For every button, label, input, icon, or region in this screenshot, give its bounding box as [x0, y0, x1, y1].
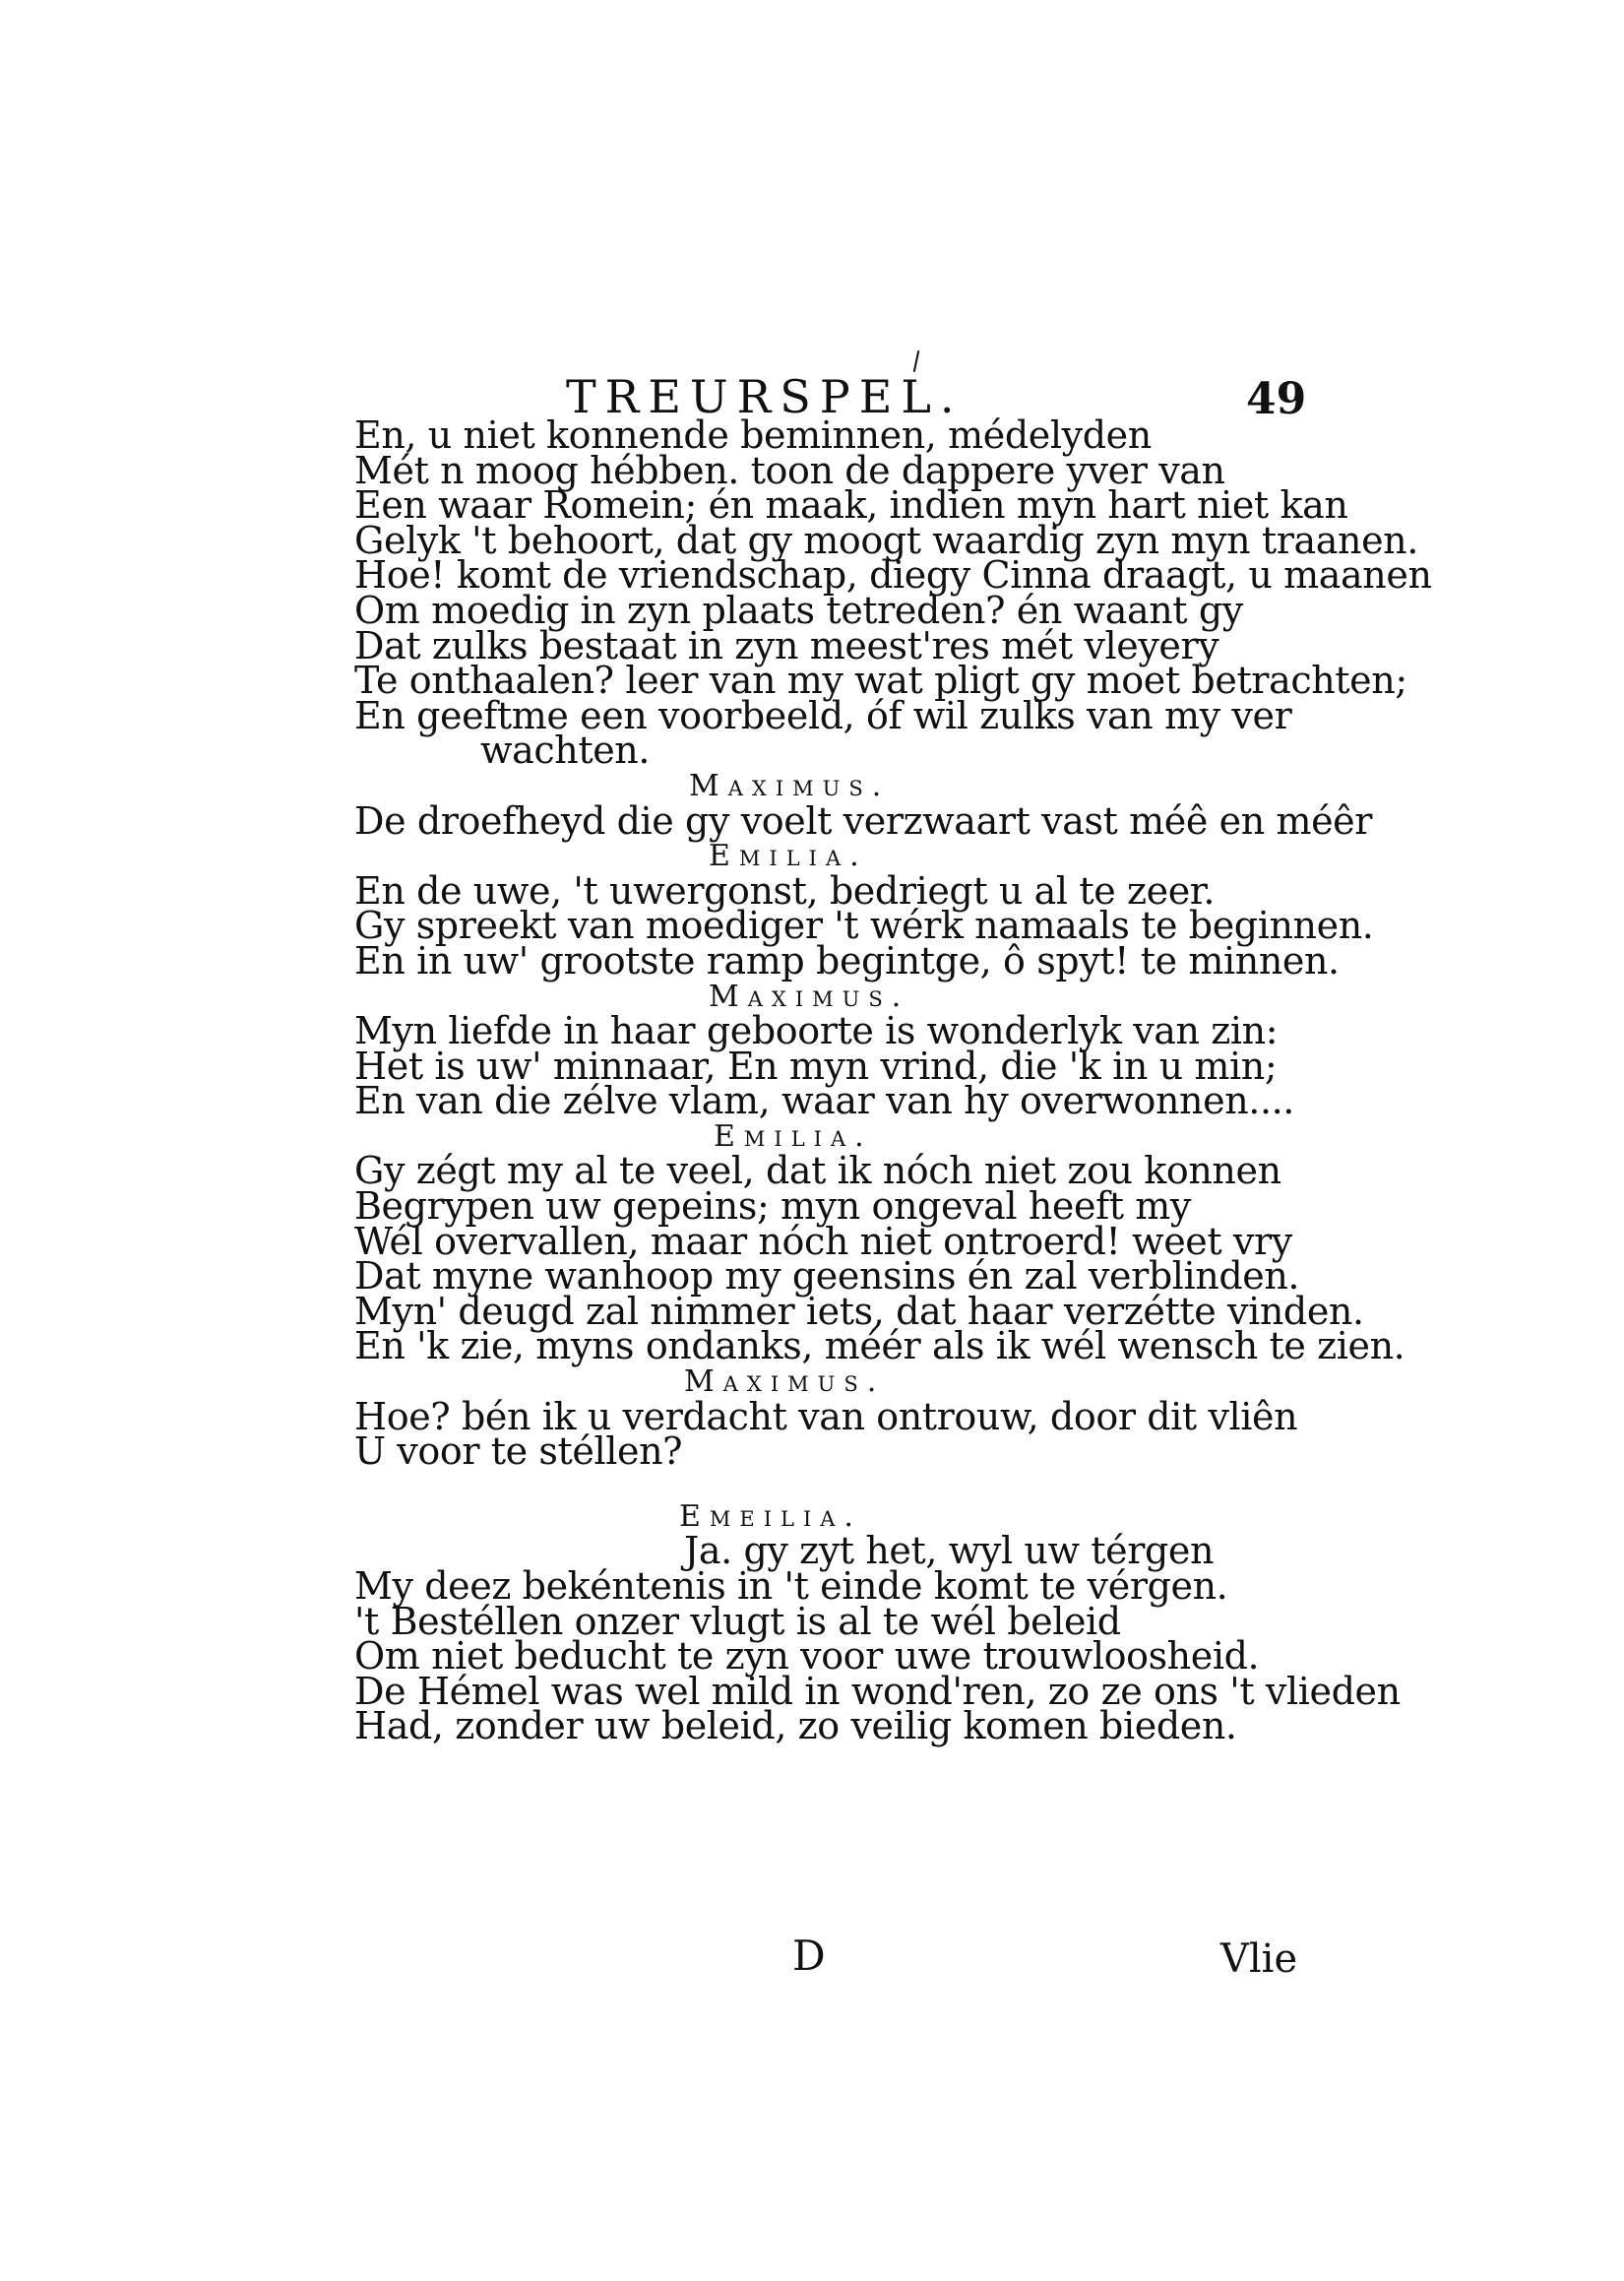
verse-line: Ja. gy zyt het, wyl uw térgen: [684, 1529, 1215, 1573]
page-number: 49: [1246, 374, 1307, 424]
running-title: TREURSPEL.: [566, 370, 964, 423]
verse-line: Dat zulks bestaat in zyn meest'res mét vleyery: [354, 623, 1219, 667]
verse-line: Dat myne wanhoop my geensins én zal verblinden.: [354, 1254, 1300, 1299]
speaker-name: Emilia.: [714, 1118, 873, 1154]
verse-line: En de uwe, 't uwergonst, bedriegt u al te zeer.: [354, 868, 1216, 913]
verse-line: Gy zégt my al te veel, dat ik nóch niet zou konnen: [354, 1149, 1281, 1193]
verse-line: En geeftme een voorbeeld, óf wil zulks van my ver: [354, 693, 1292, 737]
verse-line: Gelyk 't behoort, dat gy moogt waardig zyn myn traanen.: [354, 518, 1418, 562]
verse-line: En in uw' grootste ramp begintge, ô spyt! te minnen.: [354, 938, 1340, 982]
verse-line: 't Bestéllen onzer vlugt is al te wél beleid: [354, 1599, 1121, 1643]
speaker-name: Emilia.: [709, 839, 868, 874]
verse-line: Om niet beducht te zyn voor uwe trouwloosheid.: [354, 1634, 1260, 1679]
catchword: Vlie: [1220, 1936, 1298, 1982]
verse-line: Mét n moog hébben. toon de dappere yver van: [354, 448, 1225, 492]
verse-line: Wél overvallen, maar nóch niet ontroerd! weet vry: [354, 1219, 1292, 1263]
speaker-name: Maximus.: [689, 768, 891, 803]
verse-continuation: wachten.: [480, 729, 651, 773]
play-text: [354, 413, 1432, 1748]
verse-line: Hoe? bén ik u verdacht van ontrouw, door dit vliên: [354, 1394, 1298, 1438]
verse-line: U voor te stéllen?: [354, 1429, 683, 1474]
verse-line: Begrypen uw gepeins; myn ongeval heeft my: [354, 1184, 1191, 1229]
signature-mark: D: [792, 1932, 826, 1980]
verse-line: En 'k zie, myns ondanks, méér als ik wél wensch te zien.: [354, 1324, 1405, 1368]
speaker-name: Emeilia.: [679, 1498, 862, 1534]
speaker-name: Maximus.: [709, 979, 910, 1014]
ink-mark: [913, 350, 920, 372]
verse-line: Had, zonder uw beleid, zo veilig komen bieden.: [354, 1704, 1237, 1748]
verse-line: Te onthaalen? leer van my wat pligt gy moet betrachten;: [354, 659, 1407, 703]
verse-line: De Hémel was wel mild in wond'ren, zo ze ons 't vlieden: [354, 1669, 1401, 1713]
speaker-name: Maximus.: [684, 1364, 886, 1400]
verse-line: Hoe! komt de vriendschap, diegy Cinna draagt, u maanen: [354, 553, 1432, 598]
verse-line: De droefheyd die gy voelt verzwaart vast méê en méêr: [354, 798, 1373, 843]
verse-line: Myn' deugd zal nimmer iets, dat haar verzétte vinden.: [354, 1289, 1364, 1333]
verse-line: En van die zélve vlam, waar van hy overwonnen....: [354, 1079, 1294, 1123]
verse-line: En, u niet konnende beminnen, médelyden: [354, 413, 1152, 457]
verse-line: My deez bekéntenis in 't einde komt te vérgen.: [354, 1564, 1228, 1608]
verse-line: Gy spreekt van moediger 't wérk namaals te beginnen.: [354, 904, 1374, 948]
verse-line: Een waar Romein; én maak, indien myn hart niet kan: [354, 483, 1348, 528]
verse-line: Het is uw' minnaar, En myn vrind, die 'k in u min;: [354, 1044, 1278, 1088]
verse-line: Om moedig in zyn plaats tetreden? én waant gy: [354, 588, 1243, 632]
verse-line: Myn liefde in haar geboorte is wonderlyk van zin:: [354, 1009, 1279, 1053]
